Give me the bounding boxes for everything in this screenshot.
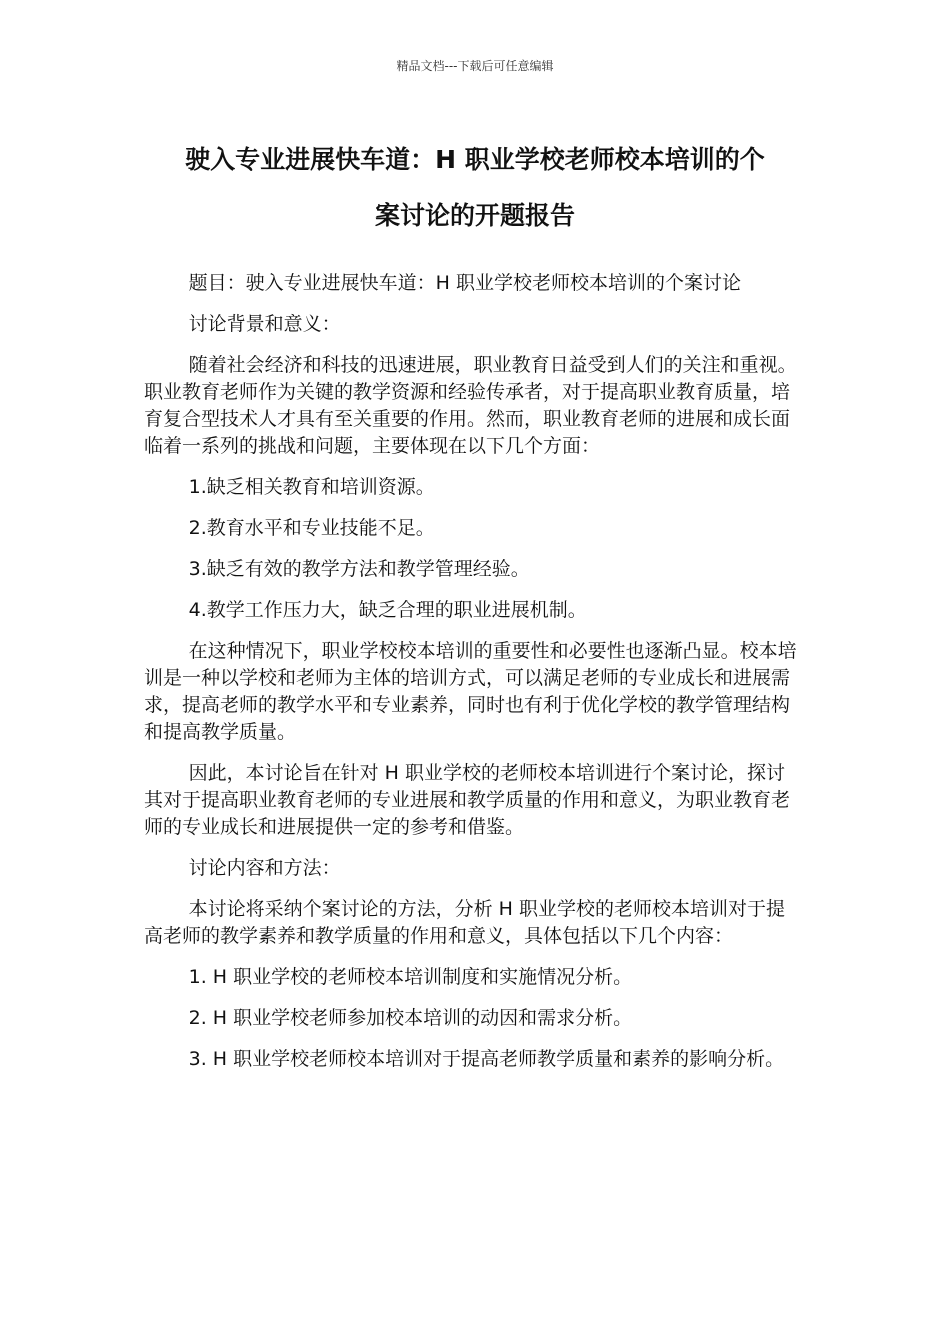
challenge-item-1: 1.缺乏相关教育和培训资源。 [188,476,435,498]
document-title-line-2: 案讨论的开题报告 [374,201,575,230]
challenge-item-3: 3.缺乏有效的教学方法和教学管理经验。 [188,558,530,580]
content-item-1: 1. H 职业学校的老师校本培训制度和实施情况分析。 [188,966,633,988]
importance-paragraph: 在这种情况下，职业学校校本培训的重要性和必要性也逐渐凸显。校本培训是一种以学校和老师为主体的培训方式，可以满足老师的专业成长和进展需求，提高老师的教学水平和专业素养，同时也有利于优化学校的教学管理结构和提高教学质量。 [144,640,797,743]
content-item-3: 3. H 职业学校老师校本培训对于提高老师教学质量和素养的影响分析。 [188,1048,785,1070]
challenge-item-4: 4.教学工作压力大，缺乏合理的职业进展机制。 [188,599,587,621]
header-note: 精品文档---下载后可任意编辑 [396,59,554,73]
document-title-line-1: 驶入专业进展快车道：H 职业学校老师校本培训的个 [185,145,765,174]
section-heading-background: 讨论背景和意义： [188,313,341,335]
purpose-paragraph: 因此，本讨论旨在针对 H 职业学校的老师校本培训进行个案讨论，探讨其对于提高职业教育老师的专业进展和教学质量的作用和意义，为职业教育老师的专业成长和进展提供一定的参考和借鉴。 [144,762,791,838]
methods-paragraph: 本讨论将采纳个案讨论的方法，分析 H 职业学校的老师校本培训对于提高老师的教学素养和教学质量的作用和意义，具体包括以下几个内容： [144,898,786,947]
challenge-item-2: 2.教育水平和专业技能不足。 [188,517,435,539]
document-body [144,270,798,1087]
section-heading-methods: 讨论内容和方法： [188,857,341,879]
content-item-2: 2. H 职业学校老师参加校本培训的动因和需求分析。 [188,1007,633,1029]
background-paragraph: 随着社会经济和科技的迅速进展，职业教育日益受到人们的关注和重视。职业教育老师作为关键的教学资源和经验传承者，对于提高职业教育质量，培育复合型技术人才具有至关重要的作用。然而，职业教育老师的进展和成长面临着一系列的挑战和问题，主要体现在以下几个方面： [144,354,797,457]
topic-paragraph: 题目：驶入专业进展快车道：H 职业学校老师校本培训的个案讨论 [188,272,741,294]
